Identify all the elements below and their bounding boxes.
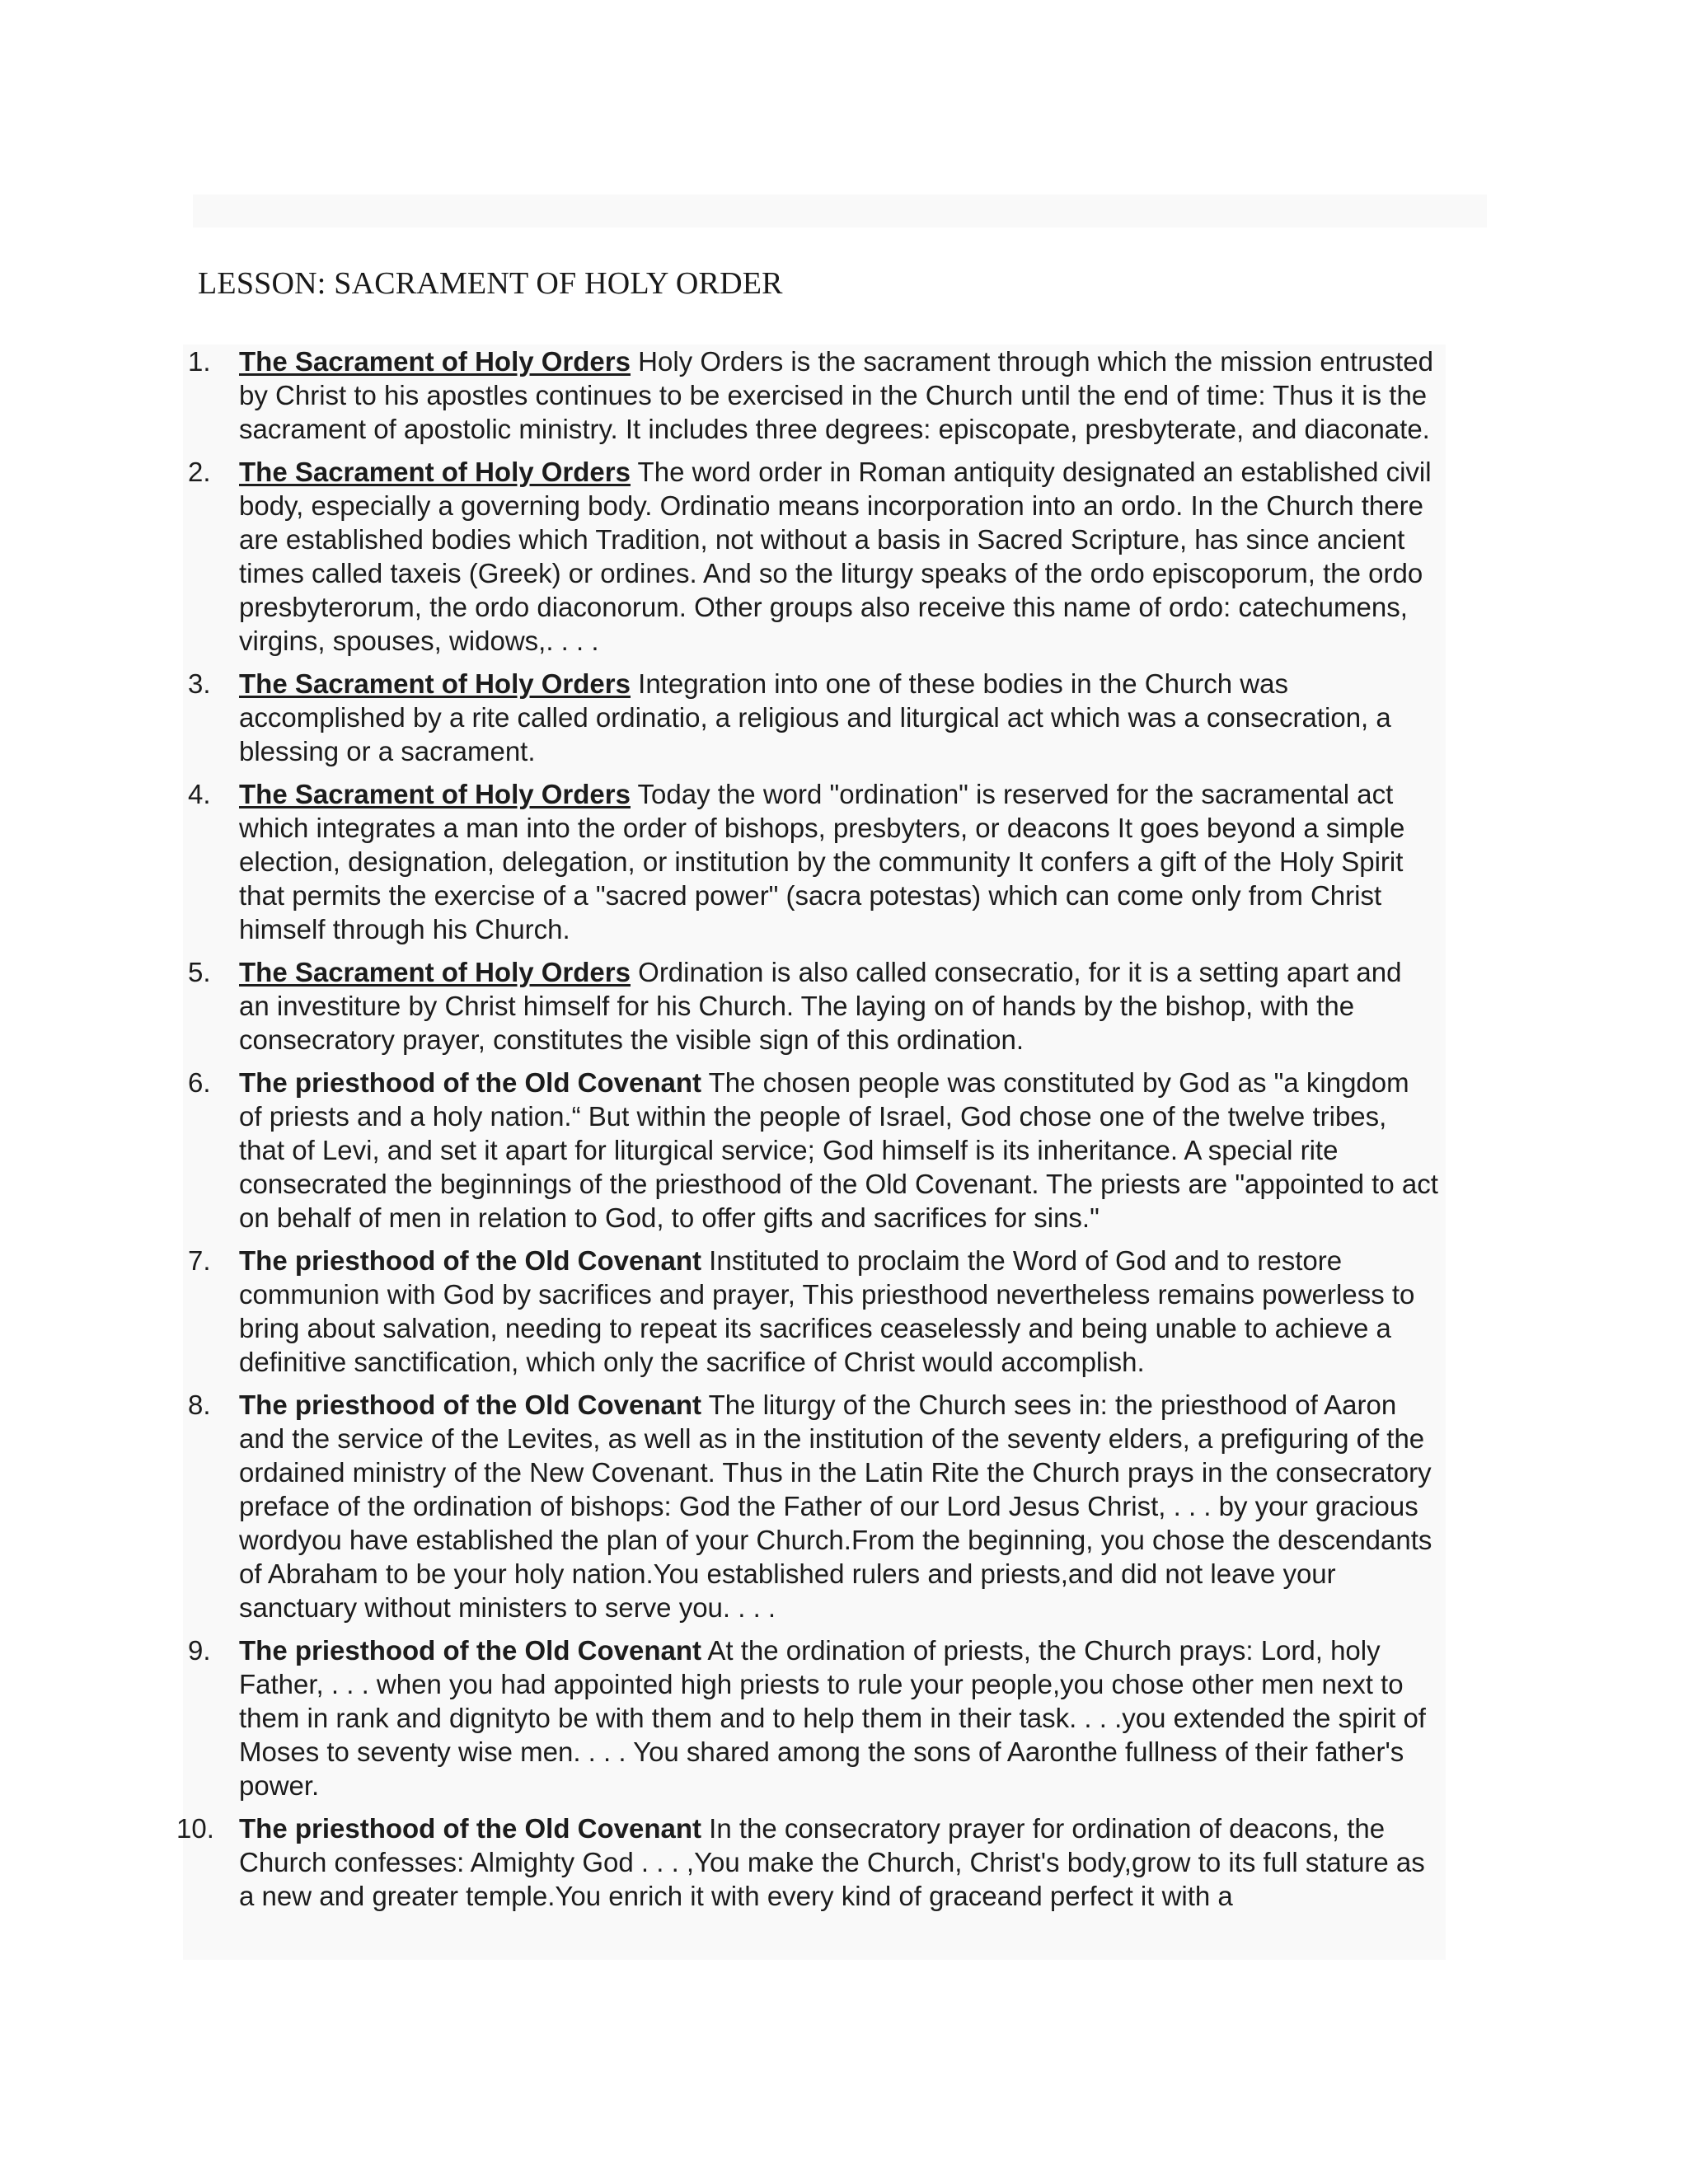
item-topic: The Sacrament of Holy Orders xyxy=(239,457,631,487)
item-number: 2. xyxy=(188,457,211,487)
item-number: 8. xyxy=(188,1390,211,1420)
item-topic: The priesthood of the Old Covenant xyxy=(239,1390,701,1420)
list-item xyxy=(183,955,1446,1057)
item-text: Today the word "ordination" is reserved for the sacramental act which integrates a man into the order of bishops, presbyters, or deacons It goes beyond a simple election, designation, delegation, or institution by the community It confers a gift of the Holy Spirit that permits the exercise of a "sacred power" (sacra potestas) which can come only from Christ himself through his Church. xyxy=(239,779,1405,944)
item-topic: The priesthood of the Old Covenant xyxy=(239,1245,701,1276)
page-title: LESSON: SACRAMENT OF HOLY ORDER xyxy=(198,266,783,301)
item-text: Holy Orders is the sacrament through which the mission entrusted by Christ to his apostles continues to be exercised in the Church until the end of time: Thus it is the sacrament of apostolic ministry. It includes three degrees: episcopate, presbyterate, and diaconate. xyxy=(239,346,1433,444)
item-text: At the ordination of priests, the Church prays: Lord, holy Father, . . . when you had appointed high priests to rule your people,you chose other men next to them in rank and dignityto be with them and to help them in their task. . . .you extended the spirit of Moses to seventy wise men. . . . You shared among the sons of Aaronthe fullness of their father's power. xyxy=(239,1635,1426,1801)
list-item xyxy=(176,1811,1446,1913)
list-item xyxy=(183,1633,1446,1802)
item-text: In the consecratory prayer for ordination of deacons, the Church confesses: Almighty God . . . ,You make the Church, Christ's body,grow to its full stature as a new and greater temple.You enrich it with every kind of graceand perfect it with a xyxy=(239,1813,1425,1911)
item-text: Instituted to proclaim the Word of God and to restore communion with God by sacrifices and prayer, This priesthood nevertheless remains powerless to bring about salvation, needing to repeat its sacrifices ceaselessly and being unable to achieve a definitive sanctification, which only the sacrifice of Christ would accomplish. xyxy=(239,1245,1415,1377)
item-number: 1. xyxy=(188,346,211,377)
item-number: 10. xyxy=(176,1813,214,1844)
item-number: 3. xyxy=(188,668,211,699)
list-item xyxy=(183,1388,1446,1624)
item-topic: The priesthood of the Old Covenant xyxy=(239,1635,701,1666)
list-item xyxy=(183,344,1446,446)
list-item xyxy=(183,455,1446,658)
item-text: The liturgy of the Church sees in: the priesthood of Aaron and the service of the Levites, as well as in the institution of the seventy elders, a prefiguring of the ordained ministry of the New Covenant. Thus in the Latin Rite the Church prays in the consecratory preface of the ordination of bishops: God the Father of our Lord Jesus Christ, . . . by your gracious wordyou have established the plan of your Church.From the beginning, you chose the descendants of Abraham to be your holy nation.You established rulers and priests,and did not leave your sanctuary without ministers to serve you. . . . xyxy=(239,1390,1432,1623)
item-text: Ordination is also called consecratio, for it is a setting apart and an investiture by Christ himself for his Church. The laying on of hands by the bishop, with the consecratory prayer, constitutes the visible sign of this ordination. xyxy=(239,957,1402,1055)
item-topic: The priesthood of the Old Covenant xyxy=(239,1813,701,1844)
item-number: 5. xyxy=(188,957,211,987)
list-item xyxy=(183,777,1446,946)
list-item xyxy=(183,667,1446,768)
list-item xyxy=(183,1244,1446,1379)
item-topic: The Sacrament of Holy Orders xyxy=(239,346,631,377)
lesson-content xyxy=(176,344,1446,1960)
item-number: 7. xyxy=(188,1245,211,1276)
item-topic: The Sacrament of Holy Orders xyxy=(239,957,631,987)
item-topic: The Sacrament of Holy Orders xyxy=(239,779,631,809)
list-item xyxy=(183,1066,1446,1235)
item-topic: The Sacrament of Holy Orders xyxy=(239,668,631,699)
item-text: Integration into one of these bodies in the Church was accomplished by a rite called ordinatio, a religious and liturgical act which was a consecration, a blessing or a sacrament. xyxy=(239,668,1391,766)
item-number: 4. xyxy=(188,779,211,809)
item-number: 6. xyxy=(188,1067,211,1098)
item-text: The word order in Roman antiquity designated an established civil body, especially a governing body. Ordinatio means incorporation into an ordo. In the Church there are established bodies which Tradition, not without a basis in Sacred Scripture, has since ancient times called taxeis (Greek) or ordines. And so the liturgy speaks of the ordo episcoporum, the ordo presbyterorum, the ordo diaconorum. Other groups also receive this name of ordo: catechumens, virgins, spouses, widows,. . . . xyxy=(239,457,1432,656)
header-band xyxy=(193,194,1487,227)
item-topic: The priesthood of the Old Covenant xyxy=(239,1067,701,1098)
lesson-list xyxy=(176,344,1446,1913)
item-text: The chosen people was constituted by God as "a kingdom of priests and a holy nation.“ But within the people of Israel, God chose one of the twelve tribes, that of Levi, and set it apart for liturgical service; God himself is its inheritance. A special rite consecrated the beginnings of the priesthood of the Old Covenant. The priests are "appointed to act on behalf of men in relation to God, to offer gifts and sacrifices for sins." xyxy=(239,1067,1438,1233)
item-number: 9. xyxy=(188,1635,211,1666)
